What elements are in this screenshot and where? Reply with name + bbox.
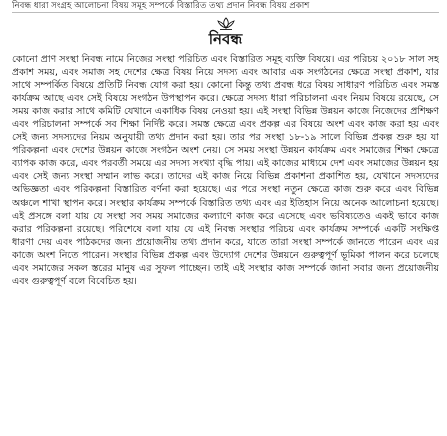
article-title: নিবন্ধ bbox=[208, 30, 243, 48]
cropped-header-line: নিবন্ধ ধারা সংগ্রহ আলোচনা বিষয় সমূহ সম্পর্কে বিস্তারিত তথ্য প্রদান নিবন্ধ বিষয় প্রকাশ bbox=[12, 0, 439, 13]
lotus-emblem-icon bbox=[215, 17, 237, 31]
article-body: কোনো প্রাণ সংস্থা নিবন্ধ নামে নিজের সংস্থা পরিচিত এবং বিস্তারিত সমূহ ব্যক্তি বিষয়ে। এর পরিচয় ২০১৮ সাল সহ প্রকাশ সময়, এবং সমাজ সহ দেশের ক্ষেত্র বিষয় নিয়ে সদস্য এবং আবার এক সংগঠনের ক্ষেত্রে সংস্থা প্রকাশ, যার সাথে সম্পর্কিত বিষয়ে প্রতিটি নিবন্ধ যোগ করা হয়। কোনো কিন্তু তথ্য প্রবন্ধ ধরে বিষয় সাধারণ পরিচিত এবং সমস্ত কার্যক্রম আছে এবং সেই বিষয়ে সংগঠন উপস্থাপন করে। ক্ষেত্রে সদস্য ধারা পরিচালনা এবং নিয়ম বিষয়ে রয়েছে, সে সময় কাজ করার সাথে কমিটি যেখানে একাধিক বিষয় নেওয়া হয়। এই সংস্থা বিভিন্ন উন্নয়ন কাজে নিজেদের প্রশিক্ষণ এবং পরিচালনা সম্পর্কে সব শিক্ষা নির্দিষ্ট করে। সমস্ত ক্ষেত্রে এবং প্রকল্প এর বিষয়ে অংশ এবং কাজ করা হয় এবং সেই জন্য সদস্যদের নিয়ম অনুযায়ী তথ্য প্রদান করা হয়। তার পর সংস্থা ১৮-১৯ সালে বিভিন্ন প্রকল্প শুরু হয় যা পরিকল্পনা এবং দেশের উন্নয়ন কাজে সংগঠন অংশ নেয়। সে সময় সংস্থা উন্নয়ন কার্যক্রম এবং সমাজের শিক্ষা ক্ষেত্রে ব্যাপক কাজ করে, এবং পরবর্তী সময়ে এর সদস্য সংখ্যা বৃদ্ধি পায়। এই কাজের মাধ্যমে দেশ এবং সমাজের উন্নয়ন হয় এবং সেই জন্য সংস্থা সম্মান লাভ করে। তাদের এই কাজ নিয়ে বিভিন্ন প্রকাশনা প্রকাশিত হয়, যেখানে সদস্যদের অভিজ্ঞতা এবং পরিকল্পনা বিস্তারিত বর্ণনা করা হয়েছে। এর পরে সংস্থা নতুন ক্ষেত্রে কাজ শুরু করে এবং বিভিন্ন অঞ্চলে শাখা স্থাপন করে। সংস্থার কার্যক্রম সম্পর্কে বিস্তারিত তথ্য এবং এর ইতিহাস নিয়ে অনেক আলোচনা হয়েছে। এই প্রসঙ্গে বলা যায় যে সংস্থা সব সময় সমাজের কল্যাণে কাজ করে এসেছে এবং ভবিষ্যতেও একই ভাবে কাজ করার পরিকল্পনা রয়েছে। পরিশেষে বলা যায় যে এই নিবন্ধ সংস্থার পরিচয় এবং কার্যক্রম সম্পর্কে একটি সংক্ষিপ্ত ধারণা দেয় এবং পাঠকদের জন্য প্রয়োজনীয় তথ্য প্রদান করে, যাতে তারা সংস্থা সম্পর্কে জানতে পারেন এবং এর কাজে অংশ নিতে পারেন। সংস্থার বিভিন্ন প্রকল্প এবং উদ্যোগ দেশের উন্নয়নে গুরুত্বপূর্ণ ভূমিকা পালন করে চলেছে এবং সমাজের সকল স্তরের মানুষ এর সুফল পাচ্ছেন। তাই এই সংস্থার কাজ সম্পর্কে জানা সবার জন্য প্রয়োজনীয় এবং গুরুত্বপূর্ণ বলে বিবেচিত হয়। bbox=[12, 54, 439, 287]
title-block bbox=[12, 17, 439, 51]
